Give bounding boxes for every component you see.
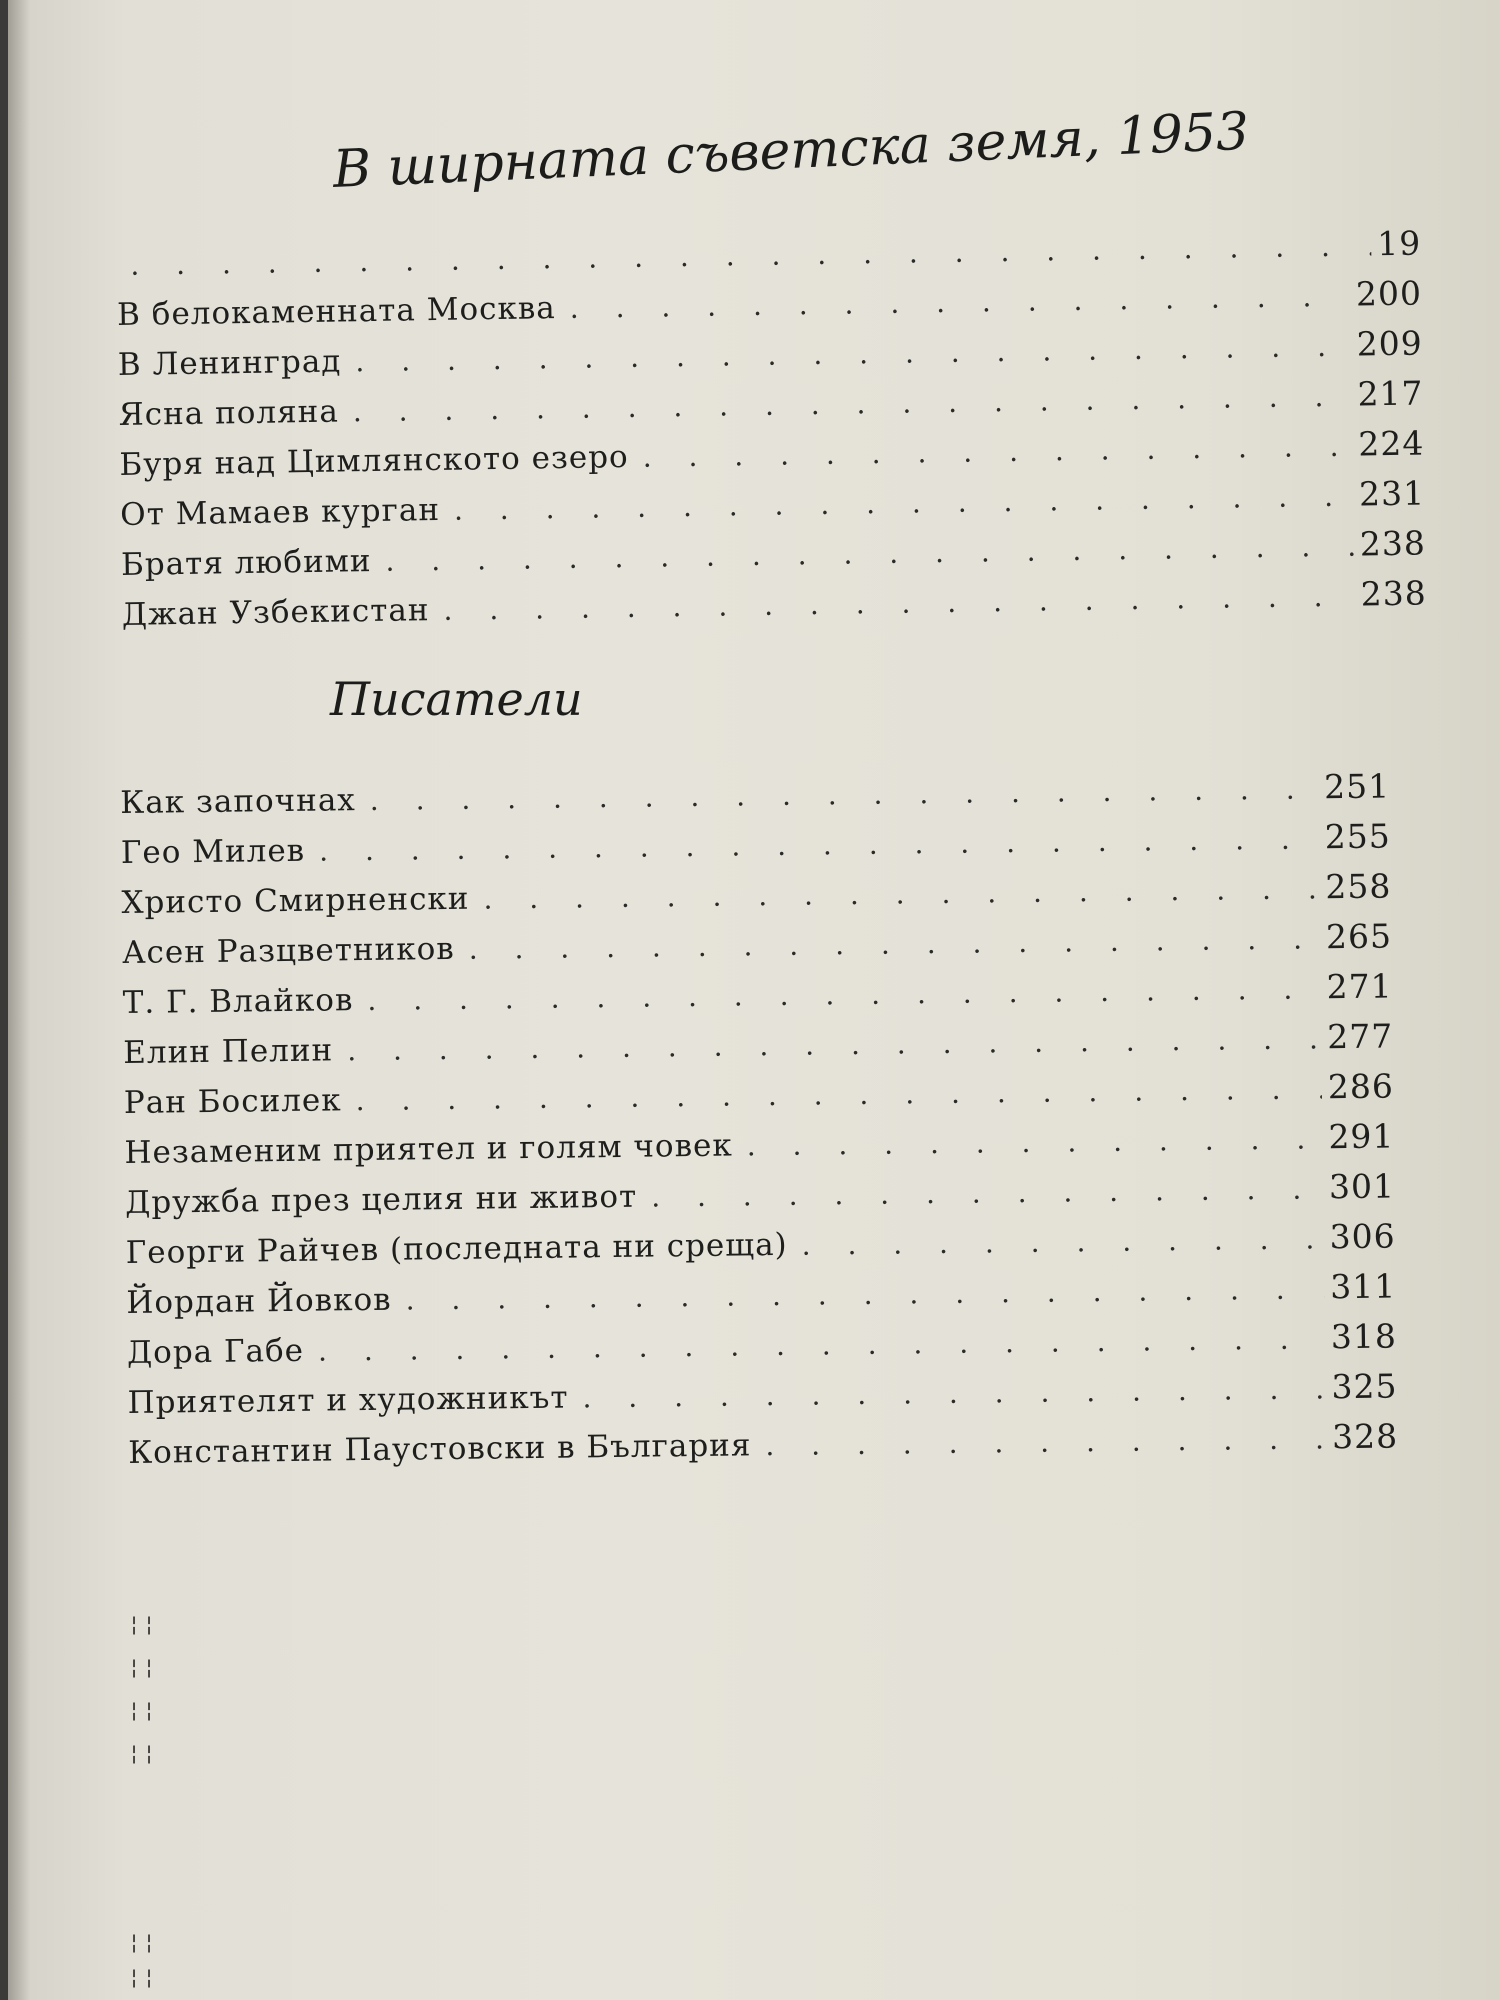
dot-leader [318, 1322, 1325, 1367]
dot-leader [642, 430, 1352, 474]
dot-leader [801, 1222, 1323, 1261]
dot-leader [319, 822, 1319, 867]
dot-leader [355, 330, 1351, 379]
toc-page-number: 277 [1326, 1016, 1394, 1057]
toc-list-soviet-land [116, 224, 1427, 644]
toc-page-number: 271 [1326, 966, 1393, 1007]
toc-entry-title: Ран Босилек [123, 1082, 342, 1121]
toc-entry-title: В белокаменната Москва [116, 290, 557, 333]
toc-page-number: 301 [1328, 1166, 1396, 1207]
dot-leader [765, 1422, 1326, 1462]
dot-leader [569, 280, 1350, 325]
toc-page-number: 224 [1357, 423, 1425, 464]
dot-leader [347, 1022, 1321, 1067]
margin-mark: ¦¦ [128, 1965, 159, 1989]
dot-leader [582, 1372, 1325, 1414]
dot-leader [747, 1122, 1323, 1162]
book-page [8, 0, 1500, 2000]
toc-entry-title: Христо Смирненски [121, 880, 470, 921]
toc-page-number: 217 [1357, 373, 1424, 414]
toc-entry-title: Ясна поляна [118, 393, 340, 433]
toc-page-number: 291 [1328, 1116, 1395, 1157]
margin-mark: ¦¦ [128, 1612, 159, 1636]
toc-entry-title: Йордан Йовков [126, 1281, 392, 1321]
margin-mark: ¦¦ [128, 1698, 159, 1722]
dot-leader [385, 530, 1354, 578]
toc-page-number: 286 [1327, 1066, 1395, 1107]
toc-entry-title: Дружба през целия ни живот [124, 1178, 638, 1221]
toc-page-number: 325 [1331, 1366, 1398, 1407]
toc-entry-title: Константин Паустовски в България [127, 1427, 752, 1471]
toc-entry-title: Георги Райчев (последната ни среща) [125, 1226, 788, 1271]
toc-entry-title: Незаменим приятел и голям човек [124, 1127, 733, 1171]
toc-entry-title: Асен Разцветников [121, 930, 455, 971]
toc-entry-title: Т. Г. Влайков [122, 982, 354, 1021]
toc-entry-title: Елин Пелин [123, 1032, 334, 1071]
toc-page-number: 265 [1325, 916, 1393, 957]
margin-mark: ¦¦ [128, 1655, 159, 1679]
section-title-soviet-land: В ширната съветска земя, 1953 [331, 101, 1251, 200]
toc-entry-title: Братя любими [120, 543, 372, 583]
dot-leader [367, 972, 1321, 1017]
toc-page-number: 306 [1329, 1216, 1396, 1257]
toc-page-number: 19 [1376, 223, 1422, 264]
toc-entry-title: Буря над Цимлянското езеро [119, 438, 629, 483]
toc-page-number: 238 [1359, 523, 1427, 564]
dot-leader [443, 580, 1355, 627]
toc-list-writers [120, 766, 1398, 1481]
dot-leader [355, 1072, 1322, 1117]
dot-leader [483, 872, 1319, 915]
toc-page-number: 328 [1331, 1416, 1399, 1457]
toc-page-number: 209 [1356, 323, 1424, 364]
toc-page-number: 200 [1355, 273, 1423, 314]
toc-page-number: 311 [1330, 1266, 1397, 1307]
dot-leader [651, 1172, 1323, 1213]
toc-page-number: 318 [1330, 1316, 1398, 1357]
margin-mark: ¦¦ [128, 1741, 159, 1765]
toc-page-number: 258 [1325, 866, 1392, 907]
toc-page-number: 251 [1323, 766, 1391, 807]
dot-leader [405, 1272, 1324, 1316]
toc-entry-title: В Ленинград [117, 343, 342, 383]
toc-entry-title: Гео Милев [120, 832, 306, 871]
toc-page-number: 255 [1324, 816, 1391, 857]
section-title-writers: Писатели [330, 672, 583, 726]
toc-entry-title: Дора Габе [126, 1332, 305, 1371]
dot-leader [130, 229, 1371, 281]
spine-shadow [8, 0, 30, 2000]
dot-leader [454, 480, 1354, 527]
toc-entry-title: От Мамаев курган [119, 491, 441, 533]
dot-leader [469, 922, 1321, 965]
toc-page-number: 238 [1360, 573, 1427, 614]
dot-leader [370, 772, 1319, 817]
margin-mark: ¦¦ [128, 1930, 159, 1954]
toc-page-number: 231 [1358, 473, 1426, 514]
toc-entry-title: Приятелят и художникът [127, 1379, 569, 1421]
toc-entry-title: Джан Узбекистан [121, 592, 430, 633]
toc-entry-title: Как започнах [120, 782, 357, 821]
